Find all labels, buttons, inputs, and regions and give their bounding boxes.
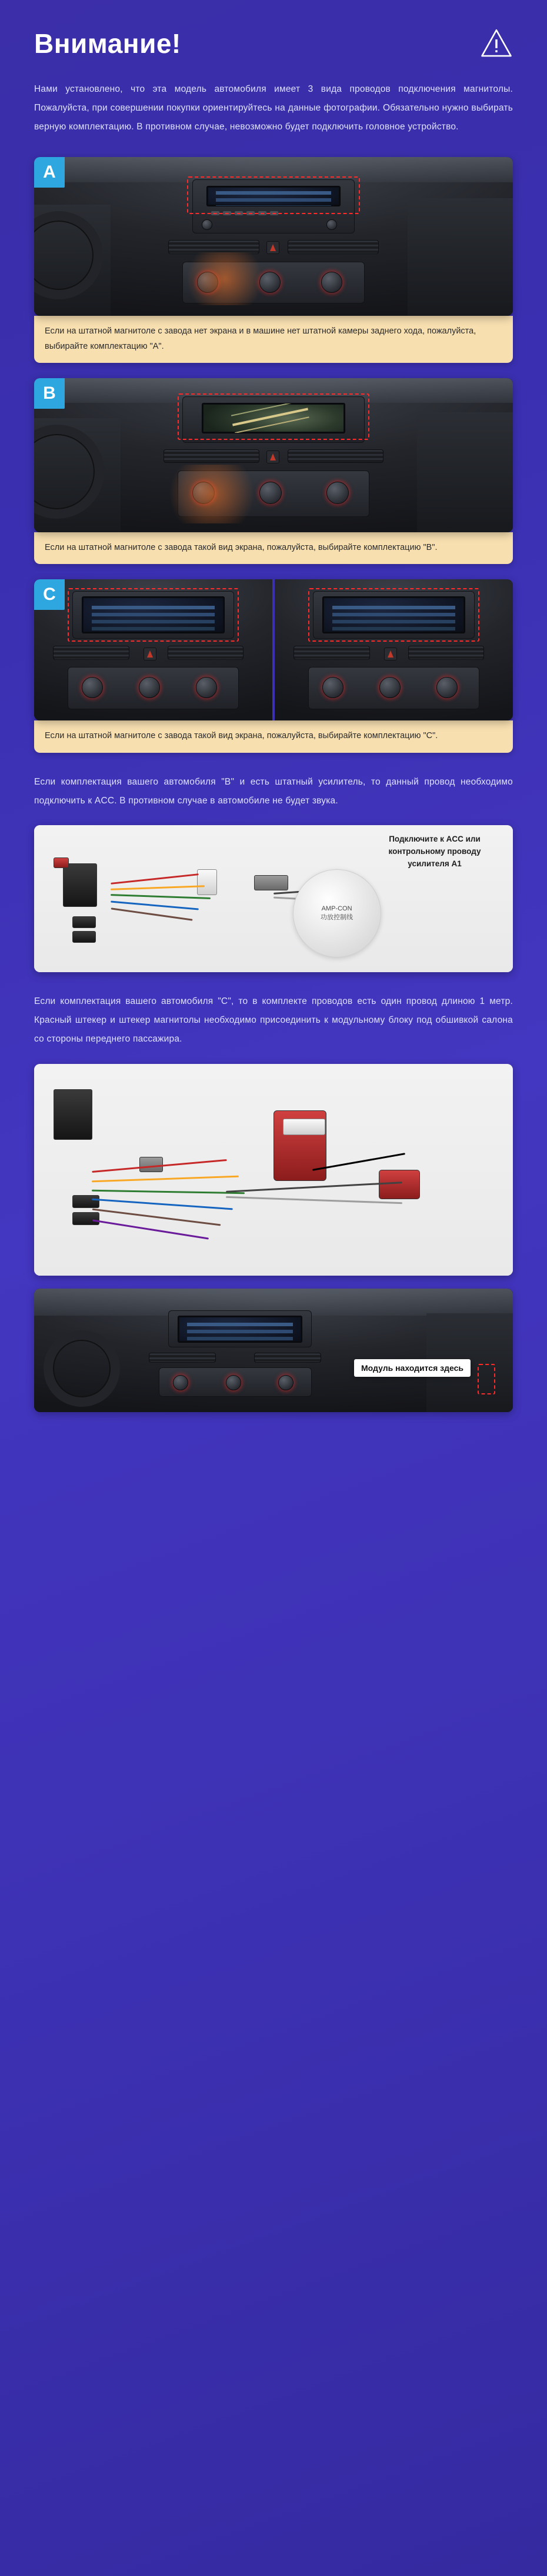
module-harness-photo: [34, 1064, 513, 1276]
variant-card-b: [34, 378, 513, 532]
harness-bubble-line2: 功放控制线: [321, 914, 353, 922]
variant-b-photo: [34, 378, 513, 532]
variant-c-photo-right: [275, 579, 513, 720]
variant-c-photo-left: [34, 579, 272, 720]
page-header: [34, 27, 513, 60]
section-b-note: Если комплектация вашего автомобиля "B" и есть штатный усилитель, то данный провод необходимо подключить к ACC. В противном случае в автомобиле не будет звука.: [34, 776, 513, 806]
harness-amp-photo: [34, 825, 513, 972]
variant-a-caption: Если на штатной магнитоле с завода нет экрана и в машине нет штатной камеры заднего хода, пожалуйста, выбирайте комплектацию "A".: [34, 316, 513, 363]
warning-triangle-icon: [480, 27, 513, 60]
variant-card-a: [34, 157, 513, 316]
module-location-photo: [34, 1289, 513, 1412]
variant-card-c: [34, 579, 513, 720]
harness-callout: Подключите к ACC или контрольному проводу усилителя А1: [388, 835, 481, 869]
page-title: Внимание!: [34, 28, 181, 59]
module-location-label: Модуль находится здесь: [354, 1359, 471, 1377]
section-c-note: Если комплектация вашего автомобиля "C", то в комплекте проводов есть один провод длиною 1 метр. Красный штекер и штекер магнитолы необходимо присоединить к модульному блоку под обшивкой салона со стороны переднего пассажира.: [34, 996, 513, 1044]
variant-c-caption: Если на штатной магнитоле с завода такой вид экрана, пожалуйста, выбирайте комплектацию "C".: [34, 720, 513, 752]
variant-a-badge: A: [34, 157, 65, 188]
intro-paragraph: Нами установлено, что эта модель автомобиля имеет 3 вида проводов подключения магнитолы. Пожалуйста, при совершении покупки ориентируйтесь на данные фотографии. Обязательно нужно выбирать верную комплектацию. В противном случае, невозможно будет подключить головное устройство.: [34, 84, 513, 132]
variant-b-caption: Если на штатной магнитоле с завода такой вид экрана, пожалуйста, выбирайте комплектацию "B".: [34, 532, 513, 564]
harness-bubble-line1: AMP-CON: [321, 905, 352, 912]
variant-a-photo: [34, 157, 513, 316]
variant-b-badge: B: [34, 378, 65, 409]
variant-c-badge: C: [34, 579, 65, 610]
